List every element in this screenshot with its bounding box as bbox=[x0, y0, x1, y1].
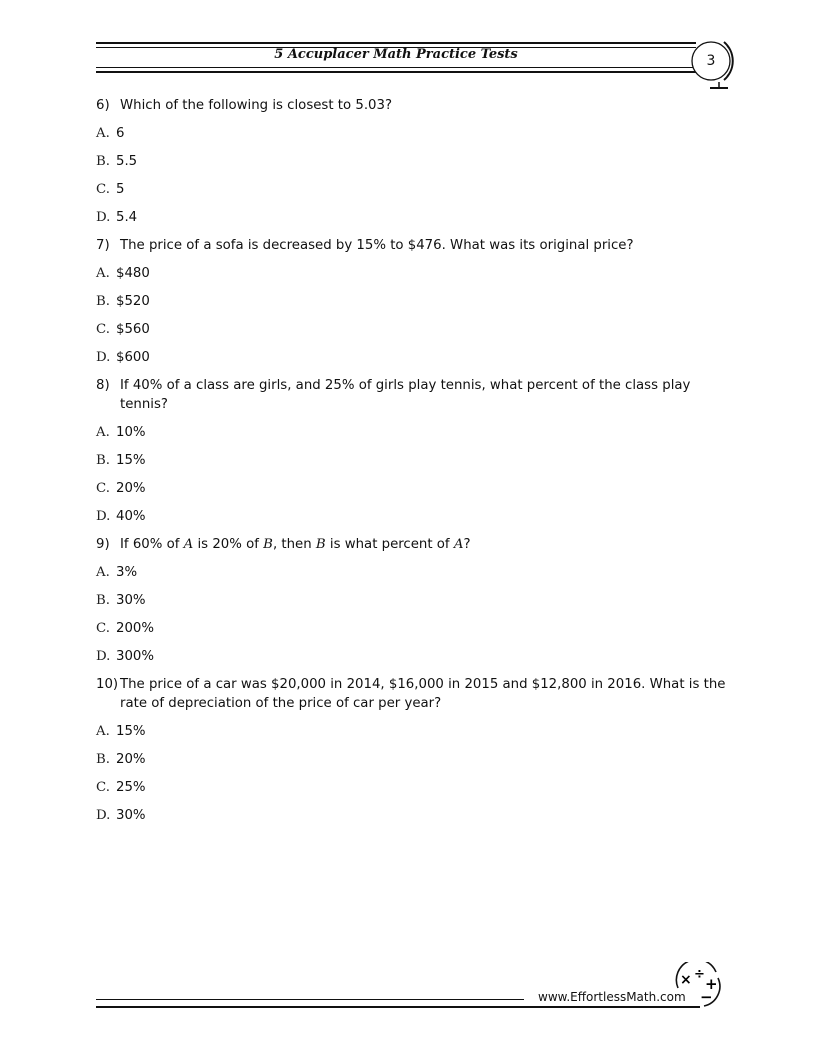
variable-a: A bbox=[183, 537, 194, 552]
times-symbol: × bbox=[680, 972, 692, 988]
footer-rule-top bbox=[96, 999, 524, 1000]
question-number: 10) bbox=[96, 677, 119, 692]
option[interactable] bbox=[96, 563, 736, 582]
option-value: 25% bbox=[116, 780, 146, 795]
option-value: $520 bbox=[116, 294, 150, 309]
option[interactable] bbox=[96, 619, 736, 638]
header-title: 5 Accuplacer Math Practice Tests bbox=[274, 47, 518, 62]
option-value: 30% bbox=[116, 593, 146, 608]
option-letter: D. bbox=[96, 649, 111, 664]
option[interactable] bbox=[96, 320, 736, 339]
page-number: 3 bbox=[706, 53, 716, 69]
question-number: 7) bbox=[96, 238, 110, 253]
option[interactable] bbox=[96, 208, 736, 227]
option-value: $600 bbox=[116, 350, 150, 365]
option-value: 5.4 bbox=[116, 210, 138, 225]
option-letter: B. bbox=[96, 752, 110, 767]
option-letter: A. bbox=[96, 565, 110, 580]
option-letter: C. bbox=[96, 182, 110, 197]
option-letter: A. bbox=[96, 425, 110, 440]
minus-symbol: − bbox=[700, 988, 713, 1006]
option[interactable] bbox=[96, 591, 736, 610]
option[interactable] bbox=[96, 292, 736, 311]
option-letter: A. bbox=[96, 266, 110, 281]
header-rule-top bbox=[96, 42, 696, 44]
page-number-badge bbox=[686, 36, 740, 92]
option-value: 200% bbox=[116, 621, 155, 636]
option-letter: B. bbox=[96, 593, 110, 608]
question-7 bbox=[96, 236, 736, 255]
option-letter: D. bbox=[96, 210, 111, 225]
question-text: The price of a sofa is decreased by 15% to $476. What was its original price? bbox=[120, 238, 634, 253]
header-rule-bottom bbox=[96, 71, 696, 73]
option-letter: D. bbox=[96, 509, 111, 524]
question-9 bbox=[96, 535, 736, 554]
option-value: $480 bbox=[116, 266, 150, 281]
option-value: 20% bbox=[116, 752, 146, 767]
option-letter: B. bbox=[96, 154, 110, 169]
option-letter: B. bbox=[96, 294, 110, 309]
option-value: 15% bbox=[116, 453, 146, 468]
option-value: 5.5 bbox=[116, 154, 138, 169]
option-letter: C. bbox=[96, 481, 110, 496]
option-value: $560 bbox=[116, 322, 150, 337]
option-letter: C. bbox=[96, 322, 110, 337]
option-value: 3% bbox=[116, 565, 138, 580]
question-8 bbox=[96, 376, 736, 414]
option-value: 20% bbox=[116, 481, 146, 496]
option[interactable] bbox=[96, 180, 736, 199]
option-value: 300% bbox=[116, 649, 155, 664]
option-letter: C. bbox=[96, 780, 110, 795]
option-value: 5 bbox=[116, 182, 125, 197]
option-letter: A. bbox=[96, 126, 110, 141]
option-value: 10% bbox=[116, 425, 146, 440]
question-text: If 40% of a class are girls, and 25% of girls play tennis, what percent of the class play tennis? bbox=[120, 378, 691, 412]
option-value: 6 bbox=[116, 126, 125, 141]
option-value: 30% bbox=[116, 808, 146, 823]
question-text: Which of the following is closest to 5.03? bbox=[120, 98, 393, 113]
option[interactable] bbox=[96, 479, 736, 498]
option[interactable] bbox=[96, 124, 736, 143]
question-number: 6) bbox=[96, 98, 110, 113]
option-letter: C. bbox=[96, 621, 110, 636]
option[interactable] bbox=[96, 806, 736, 825]
page-footer bbox=[96, 962, 726, 1018]
question-number: 9) bbox=[96, 537, 110, 552]
option[interactable] bbox=[96, 451, 736, 470]
option-value: 15% bbox=[116, 724, 146, 739]
variable-b: B bbox=[263, 537, 273, 552]
question-text: The price of a car was $20,000 in 2014, $16,000 in 2015 and $12,800 in 2016. What is the rate of depreciation of the price of car per year? bbox=[120, 677, 726, 711]
option[interactable] bbox=[96, 152, 736, 171]
option[interactable] bbox=[96, 647, 736, 666]
variable-b: B bbox=[315, 537, 326, 552]
option-letter: D. bbox=[96, 350, 111, 365]
option-value: 40% bbox=[116, 509, 146, 524]
option-letter: D. bbox=[96, 808, 111, 823]
question-text: If 60% of A is 20% of B, then B is what percent of A? bbox=[120, 537, 471, 552]
page-header bbox=[96, 38, 706, 78]
plus-symbol: + bbox=[705, 975, 718, 993]
footer-url[interactable]: www.EffortlessMath.com bbox=[538, 990, 686, 1004]
variable-a: A bbox=[453, 537, 464, 552]
option-letter: A. bbox=[96, 724, 110, 739]
question-10 bbox=[96, 675, 736, 713]
option-letter: B. bbox=[96, 453, 110, 468]
header-rule-bottom-thin bbox=[96, 67, 696, 68]
math-symbols-logo-icon bbox=[672, 962, 726, 1012]
option[interactable] bbox=[96, 778, 736, 797]
option[interactable] bbox=[96, 722, 736, 741]
divide-symbol: ÷ bbox=[694, 967, 705, 982]
option[interactable] bbox=[96, 507, 736, 526]
option[interactable] bbox=[96, 264, 736, 283]
question-number: 8) bbox=[96, 378, 110, 393]
questions-list bbox=[96, 96, 736, 834]
option[interactable] bbox=[96, 348, 736, 367]
question-6 bbox=[96, 96, 736, 115]
footer-rule-bottom bbox=[96, 1006, 700, 1008]
option[interactable] bbox=[96, 750, 736, 769]
option[interactable] bbox=[96, 423, 736, 442]
